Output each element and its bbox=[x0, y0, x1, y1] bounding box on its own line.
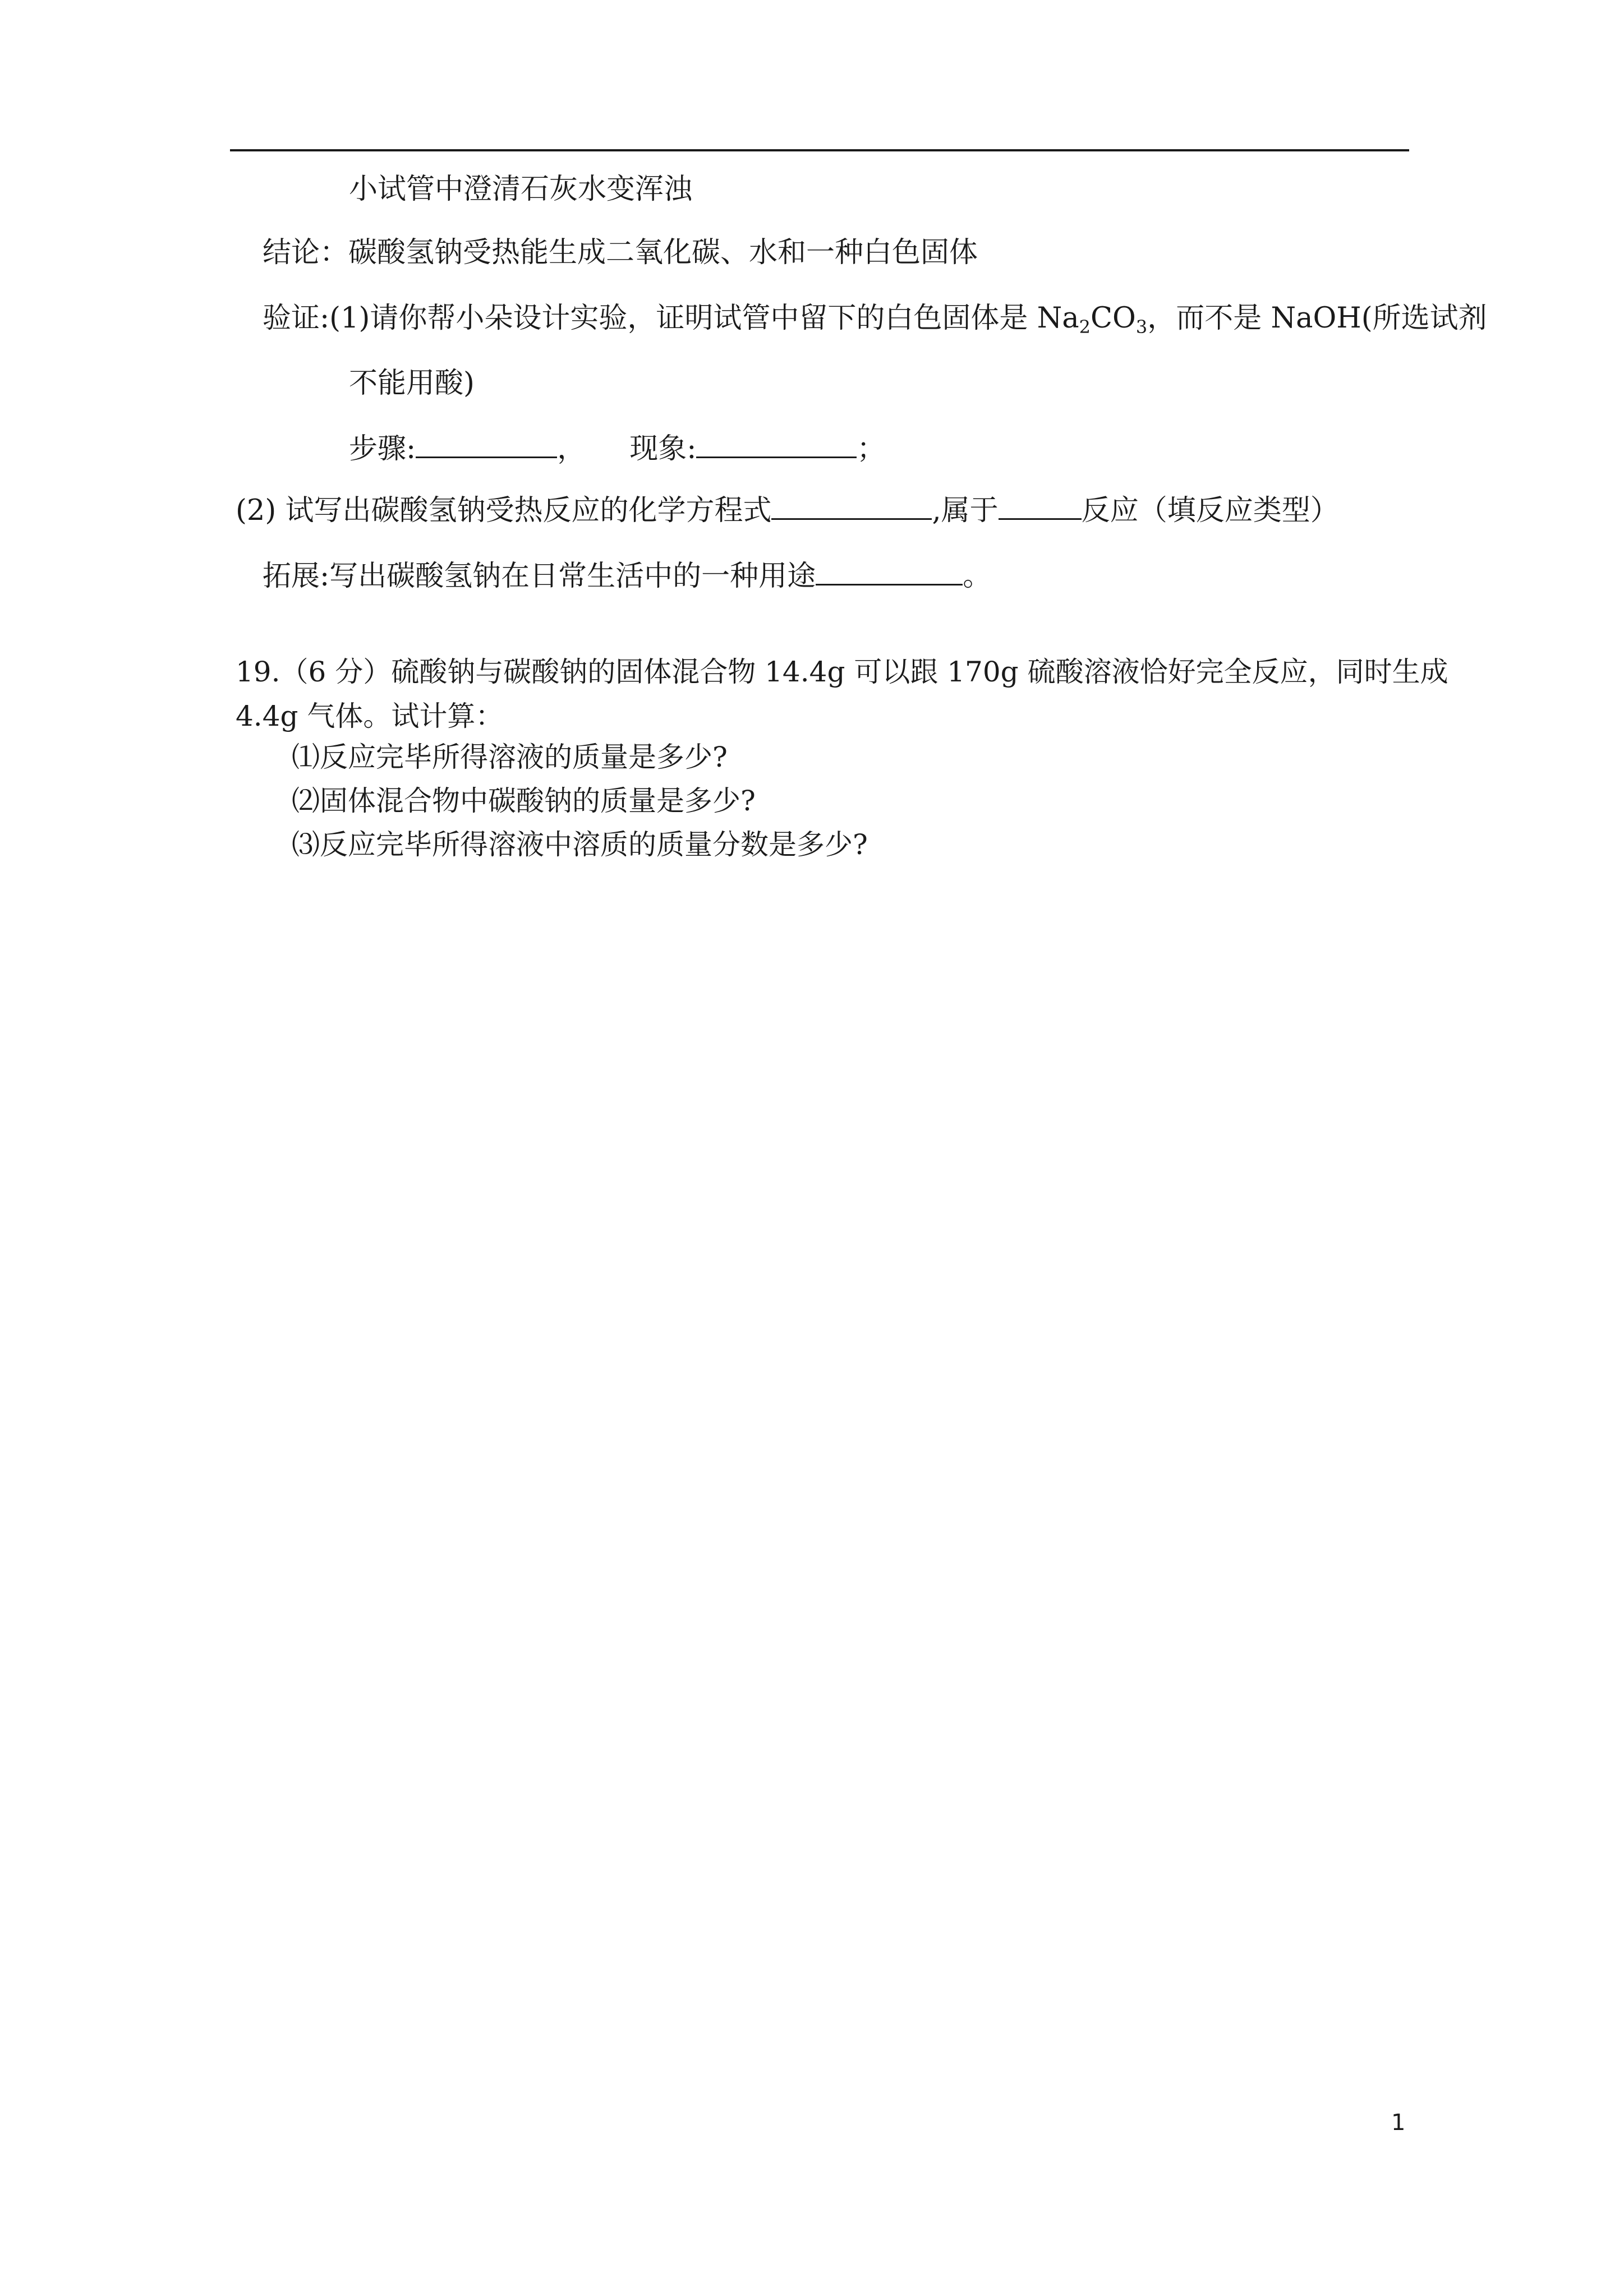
verify-text-c: 不能用酸) bbox=[349, 367, 475, 400]
sub-question-1 bbox=[292, 740, 728, 774]
observation-text: 小试管中澄清石灰水变浑浊 bbox=[349, 173, 693, 206]
formula-sub-3: 3 bbox=[1135, 316, 1148, 338]
sub-question-3-text: ⑶反应完毕所得溶液中溶质的质量分数是多少? bbox=[292, 828, 868, 861]
sub-question-3 bbox=[292, 828, 868, 861]
verify-line bbox=[263, 302, 1487, 338]
verify-text-b: ，而不是 NaOH(所选试剂 bbox=[1147, 302, 1487, 335]
verify-continuation bbox=[349, 367, 475, 400]
observation-line bbox=[349, 173, 692, 206]
question-19-text-a: 19.（6 分）硫酸钠与碳酸钠的固体混合物 14.4g 可以跟 170g 硫酸溶液恰好完全反应，同时生成 bbox=[236, 656, 1448, 688]
page-number: 1 bbox=[1391, 2110, 1406, 2136]
steps-comma: ， bbox=[557, 432, 586, 465]
phenomenon-semicolon: ； bbox=[857, 432, 886, 465]
conclusion-line bbox=[263, 236, 978, 270]
phenomenon-label: 现象: bbox=[629, 432, 697, 465]
equation-blank[interactable] bbox=[771, 494, 932, 520]
formula-na: Na bbox=[1037, 302, 1079, 335]
question-2-text-c: 反应（填反应类型） bbox=[1081, 494, 1339, 527]
formula-co: CO bbox=[1091, 302, 1136, 335]
verify-text-a: 验证:(1)请你帮小朵设计实验，证明试管中留下的白色固体是 bbox=[263, 302, 1037, 335]
steps-label: 步骤: bbox=[349, 432, 416, 465]
usage-blank[interactable] bbox=[816, 559, 963, 585]
question-2-line bbox=[236, 494, 1339, 528]
extension-text-b: 。 bbox=[963, 560, 992, 593]
extension-text-a: 拓展:写出碳酸氢钠在日常生活中的一种用途 bbox=[263, 560, 816, 593]
phenomenon-blank[interactable] bbox=[696, 432, 857, 458]
question-2-text-b: ,属于 bbox=[932, 494, 999, 527]
reaction-type-blank[interactable] bbox=[999, 494, 1082, 520]
steps-line bbox=[349, 432, 885, 466]
sub-question-1-text: ⑴反应完毕所得溶液的质量是多少? bbox=[292, 741, 728, 773]
header-rule bbox=[230, 149, 1409, 151]
question-19-line-1 bbox=[236, 655, 1448, 689]
extension-line bbox=[263, 559, 991, 593]
question-19-text-b: 4.4g 气体。试计算： bbox=[236, 700, 504, 732]
conclusion-text: 结论：碳酸氢钠受热能生成二氧化碳、水和一种白色固体 bbox=[263, 236, 978, 269]
question-2-text-a: (2) 试写出碳酸氢钠受热反应的化学方程式 bbox=[236, 494, 772, 527]
question-19-line-2 bbox=[236, 699, 503, 733]
formula-sub-2: 2 bbox=[1079, 316, 1091, 338]
sub-question-2 bbox=[292, 784, 756, 818]
sub-question-2-text: ⑵固体混合物中碳酸钠的质量是多少? bbox=[292, 785, 756, 817]
steps-blank[interactable] bbox=[416, 432, 557, 458]
